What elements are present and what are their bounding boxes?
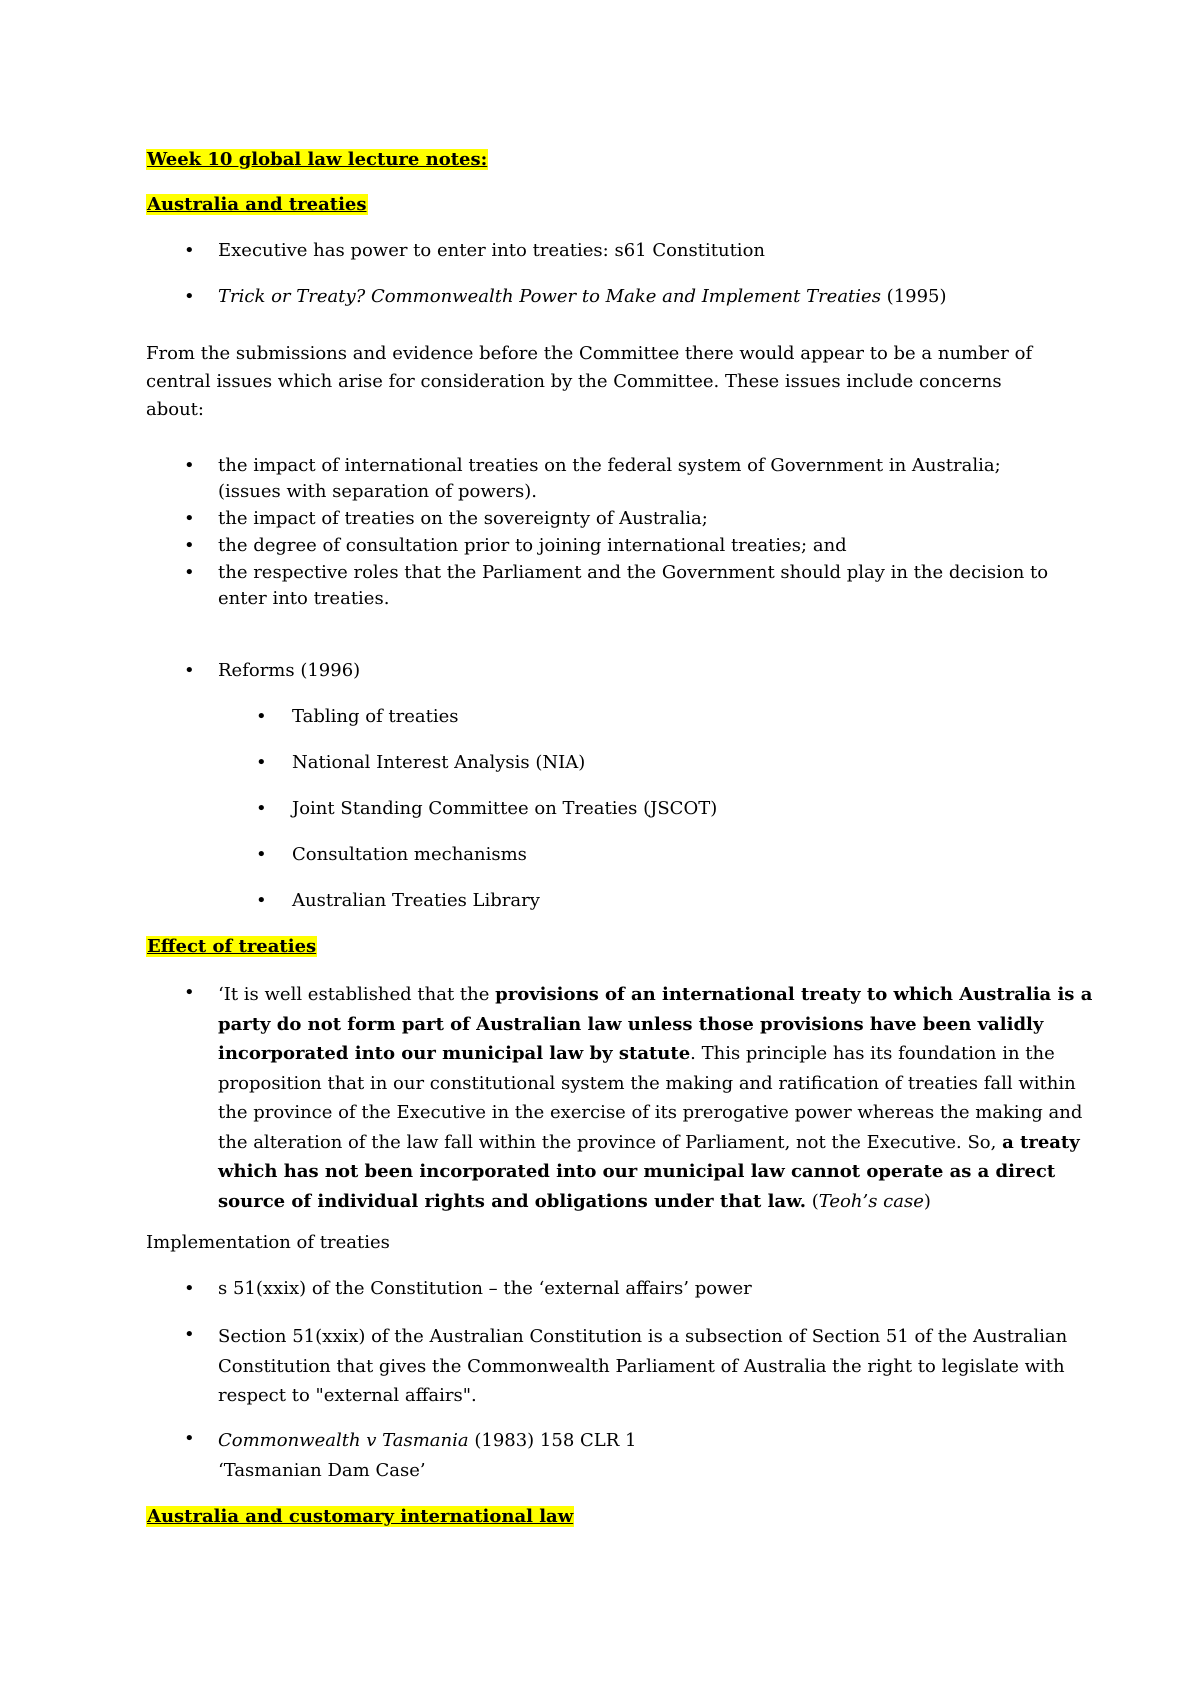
list-item-line: ‘Tasmanian Dam Case’ [218, 1459, 426, 1481]
quote-fragment: ) [923, 1190, 931, 1212]
case-name: Commonwealth v Tasmania [218, 1430, 469, 1451]
heading-highlight: Effect of treaties [147, 936, 317, 957]
title-highlight: Week 10 global law lecture notes: [147, 149, 488, 170]
quote-line [218, 1039, 1092, 1069]
report-year: (1995) [880, 286, 947, 307]
bullet-marker: • [256, 798, 267, 819]
quote-line [218, 1128, 1092, 1158]
report-title: Trick or Treaty? Commonwealth Power to Make and Implement Treaties [218, 286, 881, 307]
bullet-marker: • [184, 1324, 195, 1345]
section-heading-australia-treaties [146, 192, 368, 218]
quote-line [218, 1187, 1092, 1217]
paragraph-line: From the submissions and evidence before the Committee there would appear to be a number of [146, 343, 1033, 364]
list-item-line [218, 1426, 636, 1456]
bullet-marker: • [184, 455, 195, 476]
sub-list-item-text: Consultation mechanisms [292, 844, 527, 865]
list-item-text [218, 506, 708, 532]
submissions-paragraph [146, 340, 1066, 424]
list-item-text [218, 560, 1048, 612]
list-item-line: the degree of consultation prior to joining international treaties; and [218, 535, 847, 556]
sub-list-item-text: National Interest Analysis (NIA) [292, 752, 586, 773]
quote-line: the province of the Executive in the exercise of its prerogative power whereas the making and [218, 1102, 1083, 1123]
quote-line [218, 980, 1092, 1010]
quote-fragment: . This principle has its foundation in the [690, 1043, 1055, 1064]
list-item-text [218, 1322, 1067, 1411]
quote-bold: a treaty [1002, 1131, 1080, 1153]
sub-list-item-text: Australian Treaties Library [292, 890, 540, 911]
bullet-marker: • [184, 508, 195, 529]
quote-fragment: ( [806, 1190, 819, 1212]
list-item-text: s 51(xxix) of the Constitution – the ‘external affairs’ power [218, 1278, 752, 1299]
quote-line: party do not form part of Australian law unless those provisions have been validly [218, 1013, 1044, 1035]
quote-line: proposition that in our constitutional system the making and ratification of treaties fall within [218, 1072, 1076, 1094]
bullet-marker: • [256, 706, 267, 727]
case-name: Teoh’s case [818, 1190, 924, 1212]
list-item-text [218, 284, 947, 310]
list-item-text: Reforms (1996) [218, 660, 361, 681]
quote-text [218, 980, 1092, 1216]
quote-line: which has not been incorporated into our municipal law cannot operate as a direct [218, 1161, 1056, 1182]
paragraph-line: about: [146, 399, 204, 420]
list-item-line: the impact of international treaties on the federal system of Government in Australia; [218, 455, 1001, 476]
list-item-line: respect to "external affairs". [218, 1385, 477, 1406]
implementation-label: Implementation of treaties [146, 1232, 390, 1253]
bullet-marker: • [184, 535, 195, 556]
bullet-marker: • [184, 286, 195, 307]
heading-highlight: Australia and treaties [147, 194, 367, 215]
bullet-marker: • [184, 1278, 195, 1299]
bullet-marker: • [256, 844, 267, 865]
page-title [146, 147, 488, 173]
list-item-line: the impact of treaties on the sovereignty of Australia; [218, 508, 708, 529]
sub-list-item-text: Tabling of treaties [292, 706, 459, 727]
quote-bold: provisions of an international treaty to which Australia is a [495, 984, 1093, 1005]
section-heading-customary [146, 1504, 574, 1530]
list-item-line: Section 51(xxix) of the Australian Constitution is a subsection of Section 51 of the Australian [218, 1326, 1068, 1347]
list-item-line: Constitution that gives the Commonwealth Parliament of Australia the right to legislate with [218, 1355, 1065, 1377]
list-item-line: (issues with separation of powers). [218, 481, 538, 502]
list-item-text [218, 453, 1001, 505]
bullet-marker: • [184, 1428, 195, 1449]
citation: (1983) 158 CLR 1 [468, 1430, 637, 1451]
quote-fragment: the alteration of the law fall within the province of Parliament, not the Executive. So, [218, 1131, 1003, 1153]
paragraph-line: central issues which arise for consideration by the Committee. These issues include concerns [146, 371, 1002, 392]
quote-bold: source of individual rights and obligations under that law. [218, 1190, 807, 1212]
bullet-marker: • [256, 752, 267, 773]
list-item-line: enter into treaties. [218, 588, 390, 609]
list-item-line: the respective roles that the Parliament and the Government should play in the decision to [218, 562, 1049, 583]
sub-list-item-text: Joint Standing Committee on Treaties (JSCOT) [292, 798, 718, 819]
list-item-text: Executive has power to enter into treaties: s61 Constitution [218, 240, 765, 261]
quote-fragment: ‘It is well established that the [218, 984, 496, 1005]
bullet-marker: • [184, 240, 195, 261]
list-item-text [218, 533, 847, 559]
quote-bold: incorporated into our municipal law by statute [218, 1043, 691, 1064]
bullet-marker: • [256, 890, 267, 911]
bullet-marker: • [184, 982, 195, 1003]
list-item-text [218, 1426, 636, 1485]
section-heading-effect [146, 934, 317, 960]
bullet-marker: • [184, 562, 195, 583]
heading-highlight: Australia and customary international law [147, 1506, 574, 1527]
bullet-marker: • [184, 660, 195, 681]
